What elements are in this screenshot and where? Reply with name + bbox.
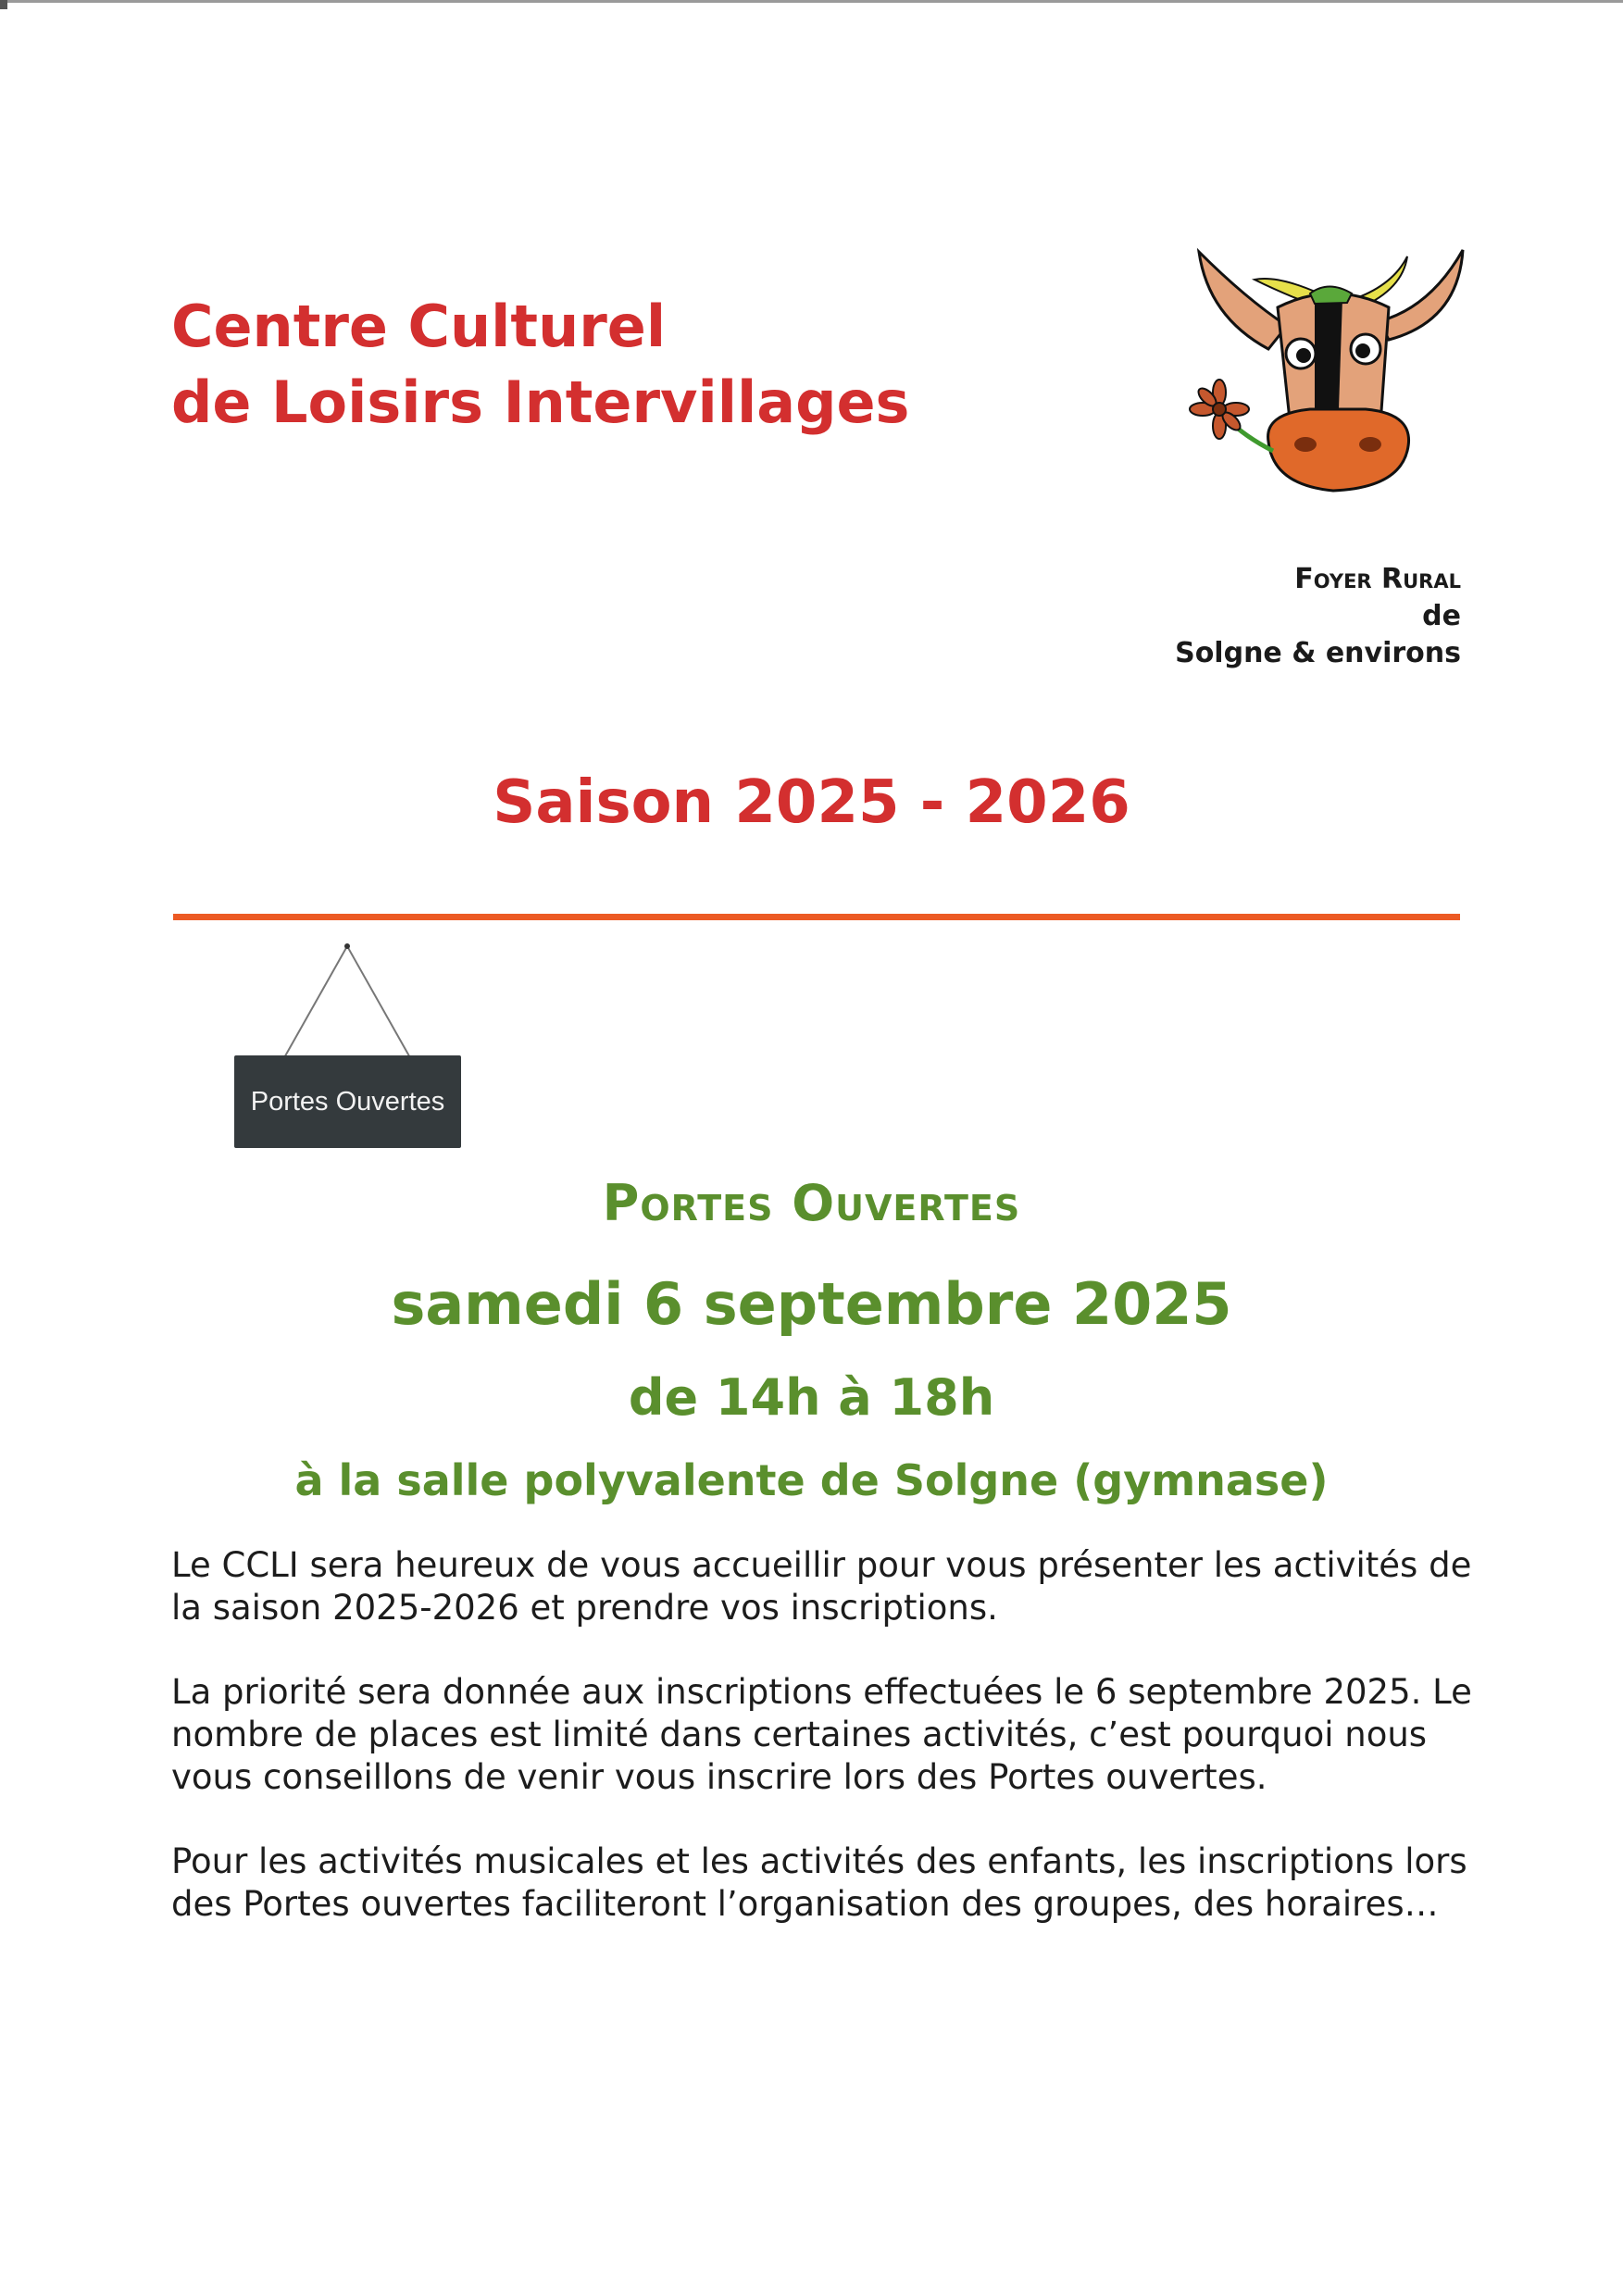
section-divider [173,914,1460,920]
scan-mark [0,0,7,9]
foyer-line1: Foyer Rural [1294,563,1461,595]
event-date: samedi 6 septembre 2025 [391,1270,1232,1338]
foyer-rural-label [1175,561,1461,672]
paragraph-priority: La priorité sera donnée aux inscriptions effectuées le 6 septembre 2025. Le nombre de places est limité dans certaines activités, c’est pourquoi nous vous conseillons de venir vous inscrire lors des Portes ouvertes. [171,1672,1472,1797]
paragraph-welcome: Le CCLI sera heureux de vous accueillir pour vous présenter les activités de la saison 2025-2026 et prendre vos inscriptions. [171,1545,1472,1628]
portes-ouvertes-sign [227,942,477,1155]
paragraph-activities: Pour les activités musicales et les activités des enfants, les inscriptions lors des Portes ouvertes faciliteront l’organisation des groupes, des horaires… [171,1841,1467,1924]
season-title: Saison 2025 - 2026 [493,768,1130,837]
cow-logo [1180,243,1486,511]
org-title-line1: Centre Culturel [171,293,667,360]
event-heading: Portes Ouvertes [602,1174,1021,1232]
event-place: à la salle polyvalente de Solgne (gymnase) [294,1455,1329,1505]
sign-board: Portes Ouvertes [234,1055,461,1148]
foyer-line2: de [1422,600,1461,632]
org-title [171,289,909,441]
event-hours: de 14h à 18h [628,1368,995,1427]
org-title-line2: de Loisirs Intervillages [171,368,910,436]
foyer-line3: Solgne & environs [1175,637,1461,669]
sign-string [227,942,477,1063]
page-top-edge [0,0,1623,3]
